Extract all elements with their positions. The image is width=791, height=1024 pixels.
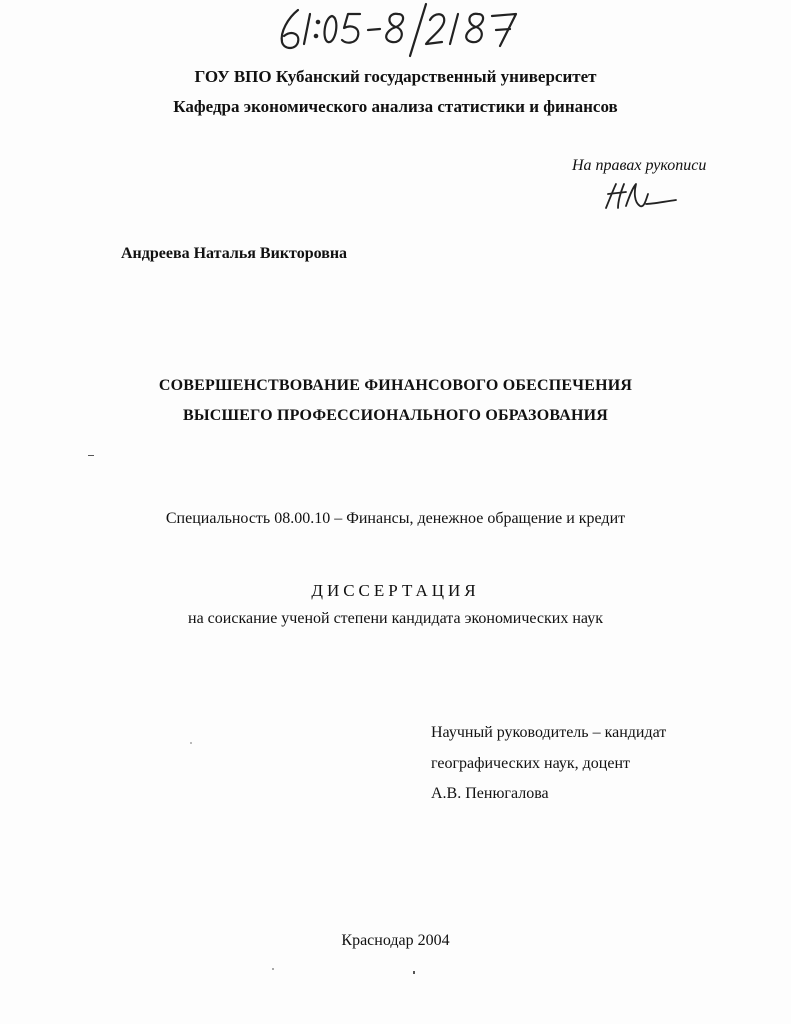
author-name: Андреева Наталья Викторовна [121, 245, 348, 262]
signature [600, 180, 680, 214]
supervisor-line-1: Научный руководитель – кандидат [431, 724, 667, 741]
supervisor-name: А.В. Пенюгалова [431, 785, 549, 802]
handwritten-archive-number [270, 2, 540, 58]
thesis-title-line-1: СОВЕРШЕНСТВОВАНИЕ ФИНАНСОВОГО ОБЕСПЕЧЕНИЯ [158, 377, 633, 394]
thesis-title-line-2: ВЫСШЕГО ПРОФЕССИОНАЛЬНОГО ОБРАЗОВАНИЯ [182, 407, 609, 424]
scan-speck [190, 742, 192, 744]
supervisor-line-2: географических наук, доцент [431, 755, 631, 772]
scan-speck [88, 455, 94, 456]
department-name: Кафедра экономического анализа статистики и финансов [173, 97, 618, 116]
scan-speck [272, 968, 274, 970]
city-year: Краснодар 2004 [341, 932, 450, 949]
rights-note: На правах рукописи [572, 157, 707, 174]
scan-speck [413, 971, 415, 974]
degree-line: на соискание ученой степени кандидата экономических наук [188, 610, 603, 627]
dissertation-label: ДИССЕРТАЦИЯ [311, 581, 480, 600]
specialty: Специальность 08.00.10 – Финансы, денежное обращение и кредит [165, 510, 626, 527]
university-name: ГОУ ВПО Кубанский государственный университет [194, 67, 597, 86]
